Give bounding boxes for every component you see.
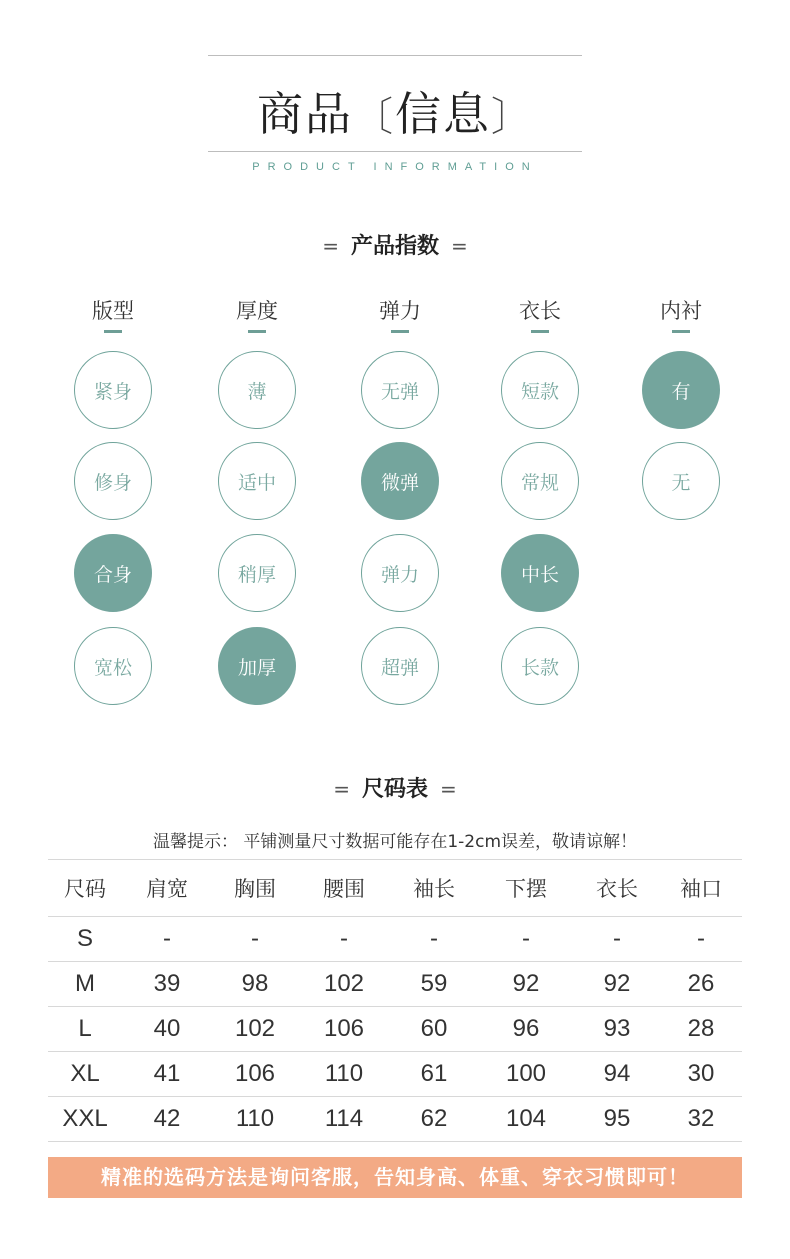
title-right: 信息 xyxy=(395,87,491,141)
table-cell: 39 xyxy=(122,962,212,1007)
table-cell: - xyxy=(390,917,478,962)
table-cell: 28 xyxy=(660,1007,742,1052)
bracket-close: 〕 xyxy=(491,94,533,140)
table-cell: 106 xyxy=(212,1052,298,1097)
table-cell: 104 xyxy=(478,1097,574,1142)
table-cell: 102 xyxy=(212,1007,298,1052)
index-section-title xyxy=(0,229,790,260)
table-cell: 100 xyxy=(478,1052,574,1097)
column-underline xyxy=(104,330,122,333)
index-option-selected: 中长 xyxy=(501,534,579,612)
index-option: 适中 xyxy=(218,442,296,520)
table-cell: 下摆 xyxy=(478,860,574,917)
table-cell: 61 xyxy=(390,1052,478,1097)
table-cell: 59 xyxy=(390,962,478,1007)
table-cell: 60 xyxy=(390,1007,478,1052)
table-cell: - xyxy=(478,917,574,962)
index-option: 无 xyxy=(642,442,720,520)
table-cell: 92 xyxy=(478,962,574,1007)
table-cell: 106 xyxy=(298,1007,390,1052)
table-cell: 98 xyxy=(212,962,298,1007)
index-option: 长款 xyxy=(501,627,579,705)
equals-left: = xyxy=(322,234,339,258)
table-cell: 110 xyxy=(298,1052,390,1097)
table-cell: 肩宽 xyxy=(122,860,212,917)
column-underline xyxy=(531,330,549,333)
index-title-text: 产品指数 xyxy=(350,234,439,259)
table-cell: 42 xyxy=(122,1097,212,1142)
table-cell: 95 xyxy=(574,1097,660,1142)
index-column-label: 版型 xyxy=(92,299,134,323)
table-header-row xyxy=(48,860,742,917)
table-cell: 袖口 xyxy=(660,860,742,917)
table-cell: 62 xyxy=(390,1097,478,1142)
table-cell: - xyxy=(122,917,212,962)
table-cell: - xyxy=(298,917,390,962)
table-row xyxy=(48,917,742,962)
index-column-label: 弹力 xyxy=(379,299,421,323)
size-table xyxy=(48,859,742,1142)
header-bottom-rule xyxy=(208,151,582,152)
table-cell: 衣长 xyxy=(574,860,660,917)
table-row xyxy=(48,1052,742,1097)
table-cell: 96 xyxy=(478,1007,574,1052)
index-option-selected: 合身 xyxy=(74,534,152,612)
index-column-label: 厚度 xyxy=(236,299,278,323)
table-row xyxy=(48,1097,742,1142)
index-option: 修身 xyxy=(74,442,152,520)
table-row xyxy=(48,962,742,1007)
table-cell: 92 xyxy=(574,962,660,1007)
index-column-label: 内衬 xyxy=(660,299,702,323)
size-section-title xyxy=(0,772,790,803)
index-option-selected: 加厚 xyxy=(218,627,296,705)
table-cell: 袖长 xyxy=(390,860,478,917)
table-cell: - xyxy=(574,917,660,962)
index-option: 无弹 xyxy=(361,351,439,429)
table-cell: 30 xyxy=(660,1052,742,1097)
index-option-selected: 有 xyxy=(642,351,720,429)
header-top-rule xyxy=(208,55,582,56)
table-cell: L xyxy=(48,1007,122,1052)
equals-right: = xyxy=(440,777,457,801)
table-cell: S xyxy=(48,917,122,962)
table-cell: 腰围 xyxy=(298,860,390,917)
page-title xyxy=(0,78,790,144)
table-cell: 102 xyxy=(298,962,390,1007)
table-row xyxy=(48,1007,742,1052)
index-option-selected: 微弹 xyxy=(361,442,439,520)
index-option: 超弹 xyxy=(361,627,439,705)
table-cell: M xyxy=(48,962,122,1007)
table-cell: 94 xyxy=(574,1052,660,1097)
table-cell: XXL xyxy=(48,1097,122,1142)
table-cell: 41 xyxy=(122,1052,212,1097)
table-cell: 40 xyxy=(122,1007,212,1052)
measurement-notice: 温馨提示： 平铺测量尺寸数据可能存在1-2cm误差，敬请谅解！ xyxy=(152,832,638,852)
table-cell: 114 xyxy=(298,1097,390,1142)
index-option: 短款 xyxy=(501,351,579,429)
column-underline xyxy=(672,330,690,333)
size-title-text: 尺码表 xyxy=(361,777,428,802)
table-cell: 尺码 xyxy=(48,860,122,917)
table-cell: 胸围 xyxy=(212,860,298,917)
index-option: 紧身 xyxy=(74,351,152,429)
sizing-tip-banner: 精准的选码方法是询问客服，告知身高、体重、穿衣习惯即可！ xyxy=(48,1157,742,1198)
index-column-label: 衣长 xyxy=(519,299,561,323)
page-subtitle: PRODUCT INFORMATION xyxy=(252,161,538,173)
table-cell: - xyxy=(212,917,298,962)
equals-right: = xyxy=(451,234,468,258)
table-cell: - xyxy=(660,917,742,962)
table-cell: XL xyxy=(48,1052,122,1097)
index-option: 弹力 xyxy=(361,534,439,612)
table-cell: 26 xyxy=(660,962,742,1007)
index-option: 薄 xyxy=(218,351,296,429)
equals-left: = xyxy=(333,777,350,801)
title-left: 商品 xyxy=(257,87,353,141)
table-cell: 32 xyxy=(660,1097,742,1142)
index-option: 宽松 xyxy=(74,627,152,705)
bracket-open: 〔 xyxy=(353,94,395,140)
table-cell: 93 xyxy=(574,1007,660,1052)
index-option: 稍厚 xyxy=(218,534,296,612)
column-underline xyxy=(391,330,409,333)
index-option: 常规 xyxy=(501,442,579,520)
column-underline xyxy=(248,330,266,333)
table-cell: 110 xyxy=(212,1097,298,1142)
